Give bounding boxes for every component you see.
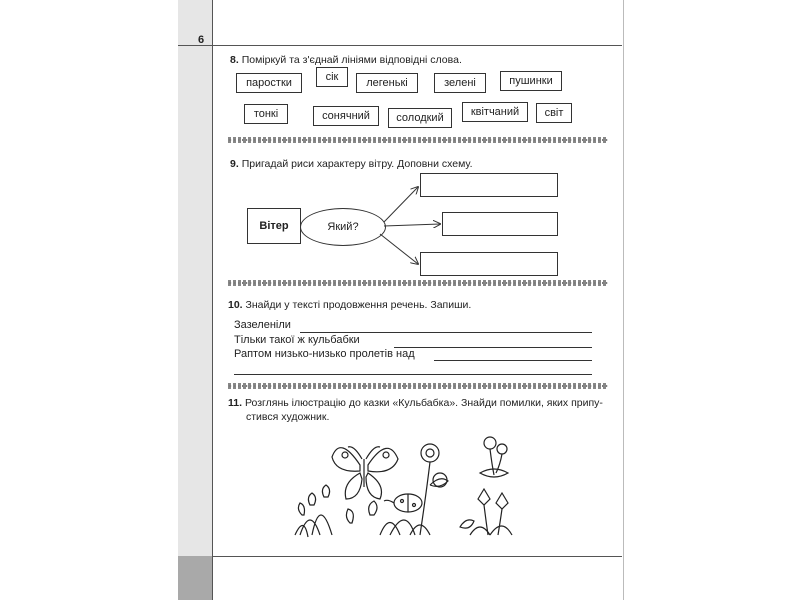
- word-box[interactable]: паростки: [236, 73, 302, 93]
- word-box[interactable]: пушинки: [500, 71, 562, 91]
- answer-line[interactable]: [234, 374, 592, 375]
- task10-instruction: [228, 299, 471, 311]
- arrow-down: [380, 234, 418, 264]
- task10-number: 10.: [228, 299, 243, 311]
- answer-line[interactable]: [434, 360, 592, 361]
- task11-text-1: Розглянь ілюстрацію до казки «Кульбабка». Знайди помилки, яких припу-: [244, 397, 603, 409]
- scheme-question-ellipse: Який?: [300, 208, 386, 246]
- arrow-up: [384, 187, 418, 222]
- word-box[interactable]: тонкі: [244, 104, 288, 124]
- task11-text-2: стився художник.: [246, 411, 330, 423]
- arrow-middle: [384, 224, 440, 226]
- answer-line[interactable]: [394, 347, 592, 348]
- page-number: 6: [198, 34, 205, 46]
- task11-number: 11.: [228, 397, 243, 409]
- word-box[interactable]: легенькі: [356, 73, 418, 93]
- word-box[interactable]: зелені: [434, 73, 486, 93]
- task10-text: Знайди у тексті продовження речень. Запиши.: [245, 299, 472, 311]
- word-box[interactable]: квітчаний: [462, 102, 528, 122]
- section-divider: [228, 280, 608, 286]
- word-box[interactable]: сік: [316, 67, 348, 87]
- word-box[interactable]: світ: [536, 103, 572, 123]
- word-box[interactable]: солодкий: [388, 108, 452, 128]
- answer-line[interactable]: [300, 332, 592, 333]
- task8-number: 8.: [230, 54, 239, 66]
- sentence-start: Зазеленіли: [234, 319, 291, 331]
- task8-text: Поміркуй та з'єднай лініями відповідні слова.: [241, 54, 462, 66]
- word-box[interactable]: сонячний: [313, 106, 379, 126]
- section-divider: [228, 383, 608, 389]
- dandelion-illustration: [290, 425, 530, 550]
- scheme-subject-box: Вітер: [247, 208, 301, 244]
- sentence-start: Тільки такої ж кульбабки: [234, 334, 360, 346]
- task9-text: Пригадай риси характеру вітру. Доповни схему.: [241, 158, 473, 170]
- sentence-start: Раптом низько-низько пролетів над: [234, 348, 415, 360]
- task9-number: 9.: [230, 158, 239, 170]
- task11-instruction: [228, 397, 603, 409]
